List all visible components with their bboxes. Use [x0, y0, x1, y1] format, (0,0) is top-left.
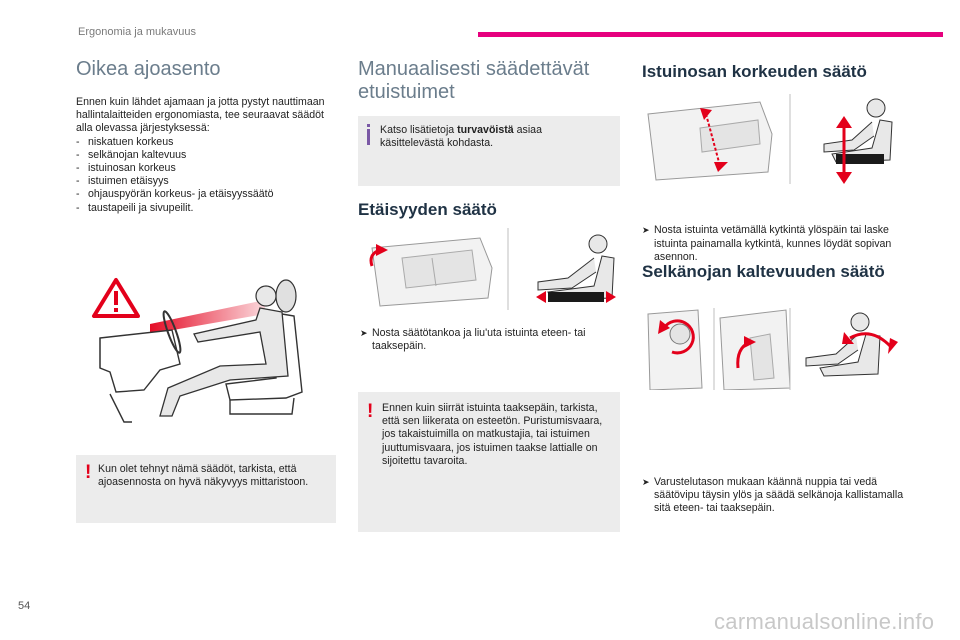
col2-title: Manuaalisesti säädettävät etuistuimet [358, 58, 590, 103]
col2-warning-text: Ennen kuin siirrät istuinta taaksepäin, tarkista, että sen liikerata on esteetön. Puristumisvaara, jos takaistuimilla on matkustajia, tai istuimen juuttumisvaara, jos istuimen taakse lattialle on sijoitettu tavaroita. [382, 402, 603, 467]
col3-step-height: ➤ Nosta istuinta vetämällä kytkintä ylöspäin tai laske istuinta painamalla kytkintä, kunnes löydät sopivan asennon. [642, 224, 892, 263]
list-item: - taustapeili ja sivupeilit. [76, 202, 338, 215]
col1-title: Oikea ajoasento [76, 58, 221, 80]
page-number: 54 [18, 600, 31, 612]
warning-triangle-icon [94, 280, 138, 316]
col3-step-recline: ➤ Varustelutason mukaan käännä nuppia tai vedä säätövipu täysin ylös ja säädä selkänoja kallistamalla sitä eteen- tai taaksepäin. [642, 476, 904, 515]
list-item: - istuimen etäisyys [76, 175, 338, 188]
distance-adjust-illustration [362, 228, 622, 310]
col1-warning-box [76, 455, 336, 523]
col1-warning-text: Kun olet tehnyt nämä säädöt, tarkista, että ajoasennosta on hyvä näkyvyys mittaristoon. [98, 463, 309, 489]
col2-warning-box [358, 392, 620, 532]
col2-step: ➤ Nosta säätötankoa ja liu'uta istuinta eteen- tai taaksepäin. [360, 327, 586, 353]
list-item: - niskatuen korkeus [76, 136, 338, 149]
watermark: carmanualsonline.info [714, 609, 935, 634]
step-arrow-icon: ➤ [642, 477, 650, 488]
warning-icon: ! [367, 401, 374, 422]
col1-intro-block [76, 96, 338, 215]
col2-info-box [358, 116, 620, 186]
section-label: Ergonomia ja mukavuus [78, 26, 197, 38]
col3-title: Istuinosan korkeuden säätö [642, 62, 867, 81]
height-adjust-illustration [640, 94, 900, 184]
step-arrow-icon: ➤ [360, 328, 368, 338]
info-link-keyword: turvavöistä [457, 124, 514, 136]
adjustment-list [76, 136, 338, 215]
col2-info-text: Katso lisätietoja turvavöistä asiaa käsittelevästä kohdasta. [380, 124, 542, 150]
info-icon [367, 129, 370, 145]
col3-subtitle: Selkänojan kaltevuuden säätö [642, 262, 885, 281]
driving-position-illustration [80, 272, 330, 432]
col1-intro: Ennen kuin lähdet ajamaan ja jotta pystyt nauttimaan hallintalaitteiden ergonomiasta, tee seuraavat säädöt alla olevassa järjestyksessä: [76, 96, 325, 135]
warning-icon: ! [85, 462, 92, 483]
list-item: - ohjauspyörän korkeus- ja etäisyyssäätö [76, 188, 338, 201]
header-accent-bar [478, 32, 943, 37]
list-item: - selkänojan kaltevuus [76, 149, 338, 162]
list-item: - istuinosan korkeus [76, 162, 338, 175]
col2-subtitle: Etäisyyden säätö [358, 200, 497, 219]
step-arrow-icon: ➤ [642, 225, 650, 236]
recline-adjust-illustration [640, 308, 900, 390]
